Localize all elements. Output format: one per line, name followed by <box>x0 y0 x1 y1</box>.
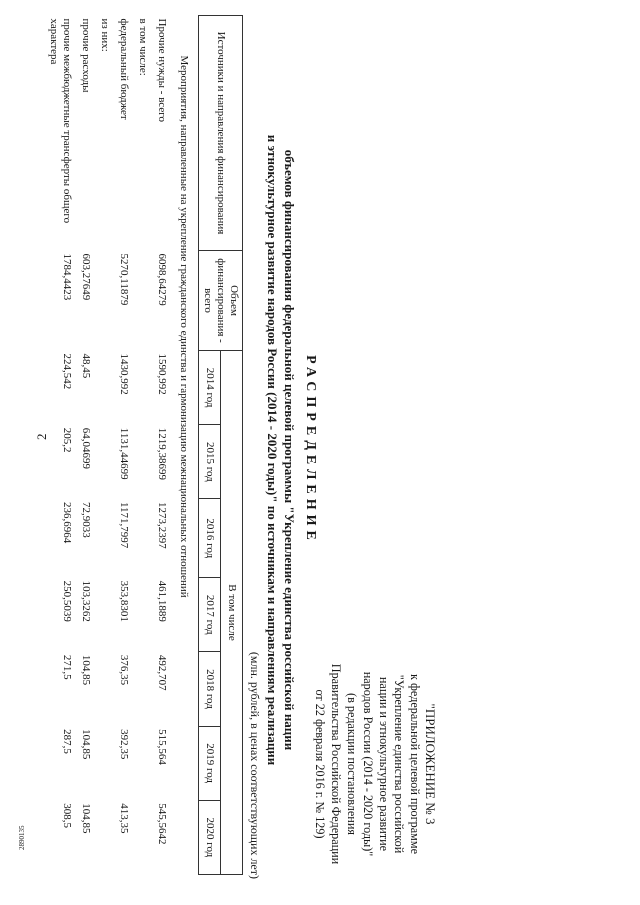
row-value: 1171,7997 <box>118 501 130 549</box>
header-year: 2015 год <box>199 425 221 499</box>
row-label: прочие межбюджетные трансферты общего характера <box>48 18 73 224</box>
row-value: 1430,992 <box>118 353 130 395</box>
row-value: 48,45 <box>80 353 92 379</box>
row-label: Прочие нужды - всего <box>156 18 168 122</box>
row-total: 603,27649 <box>80 253 92 301</box>
header-year: 2020 год <box>199 800 221 874</box>
row-value: 271,5 <box>61 654 73 680</box>
document-heading <box>264 15 318 885</box>
row-label: в том числе: <box>137 18 149 76</box>
row-value: 205,2 <box>61 427 73 453</box>
appendix-line: "Укрепление единства российской <box>392 674 407 854</box>
rotated-page <box>28 15 438 885</box>
row-value: 413,35 <box>118 803 130 834</box>
row-value: 104,85 <box>80 729 92 760</box>
row-value: 103,3262 <box>80 580 92 622</box>
heading-line-2: и этнокультурное развитие народов России (2014 - 2020 годы)" по источникам и направлениям реализации <box>265 134 280 766</box>
header-year: 2017 год <box>199 578 221 652</box>
table-row <box>95 16 114 875</box>
section-row <box>171 16 199 875</box>
row-label: федеральный бюджет <box>118 18 130 120</box>
table-row <box>133 16 152 875</box>
header-including: В том числе <box>221 351 243 875</box>
document-id: 2890135 <box>18 825 26 850</box>
row-value: 376,35 <box>118 654 130 686</box>
row-value: 250,5039 <box>61 580 73 622</box>
header-source: Источники и направления финансирования <box>199 16 243 251</box>
row-value: 515,564 <box>156 729 168 765</box>
row-value: 1273,2397 <box>156 501 168 549</box>
units-note: (млн. рублей, в ценах соответствующих лет) <box>248 651 262 879</box>
table-row <box>114 16 133 875</box>
table-row <box>76 16 95 875</box>
row-value: 1131,44699 <box>118 427 130 480</box>
row-value: 392,35 <box>118 729 130 760</box>
financing-table <box>44 15 243 875</box>
header-year: 2019 год <box>199 726 221 800</box>
row-value: 236,6964 <box>61 501 73 544</box>
appendix-line: Правительства Российской Федерации <box>329 663 344 865</box>
appendix-line: нации и этнокультурное развитие <box>376 676 391 852</box>
header-year: 2016 год <box>199 499 221 578</box>
row-value: 64,04699 <box>80 427 92 469</box>
appendix-line: от 22 февраля 2016 г. № 129) <box>313 689 328 839</box>
row-value: 224,542 <box>61 353 73 390</box>
appendix-block <box>312 649 438 879</box>
row-value: 353,8301 <box>118 580 130 622</box>
appendix-line: народов России (2014 - 2020 годы)" <box>360 671 375 857</box>
heading-line-1: объемов финансирования федеральной целевой программы "Укрепление единства российской нации <box>282 149 297 751</box>
row-value: 1219,38699 <box>156 427 168 480</box>
heading-title: РАСПРЕДЕЛЕНИЕ <box>303 355 318 545</box>
row-value: 104,85 <box>80 654 92 686</box>
header-year: 2014 год <box>199 351 221 425</box>
row-value: 287,5 <box>61 729 73 754</box>
row-total: 1784,4423 <box>61 253 73 301</box>
appendix-line: (в редакции постановления <box>345 693 360 835</box>
appendix-title: "ПРИЛОЖЕНИЕ № 3 <box>423 703 438 825</box>
row-total: 5270,11879 <box>118 253 130 306</box>
appendix-line: к федеральной целевой программе <box>408 674 423 854</box>
row-value: 1590,992 <box>156 353 168 395</box>
row-value: 308,5 <box>61 803 73 829</box>
row-label: прочие расходы <box>80 18 92 93</box>
header-year: 2018 год <box>199 652 221 726</box>
row-value: 461,1889 <box>156 580 168 622</box>
page-number: 2 <box>34 433 49 440</box>
row-value: 72,9033 <box>80 501 92 538</box>
row-value: 545,5642 <box>156 803 168 845</box>
row-label: из них: <box>99 18 111 52</box>
table-row <box>44 16 76 875</box>
row-total: 6098,64279 <box>156 253 168 306</box>
row-value: 492,707 <box>156 654 168 691</box>
table-row <box>152 16 171 875</box>
row-value: 104,85 <box>80 803 92 834</box>
header-volume: Объем финансирования - всего <box>199 250 243 350</box>
section-title: Мероприятия, направленные на укрепление гражданского единства и гармонизацию межнациональных отношений <box>178 55 190 598</box>
